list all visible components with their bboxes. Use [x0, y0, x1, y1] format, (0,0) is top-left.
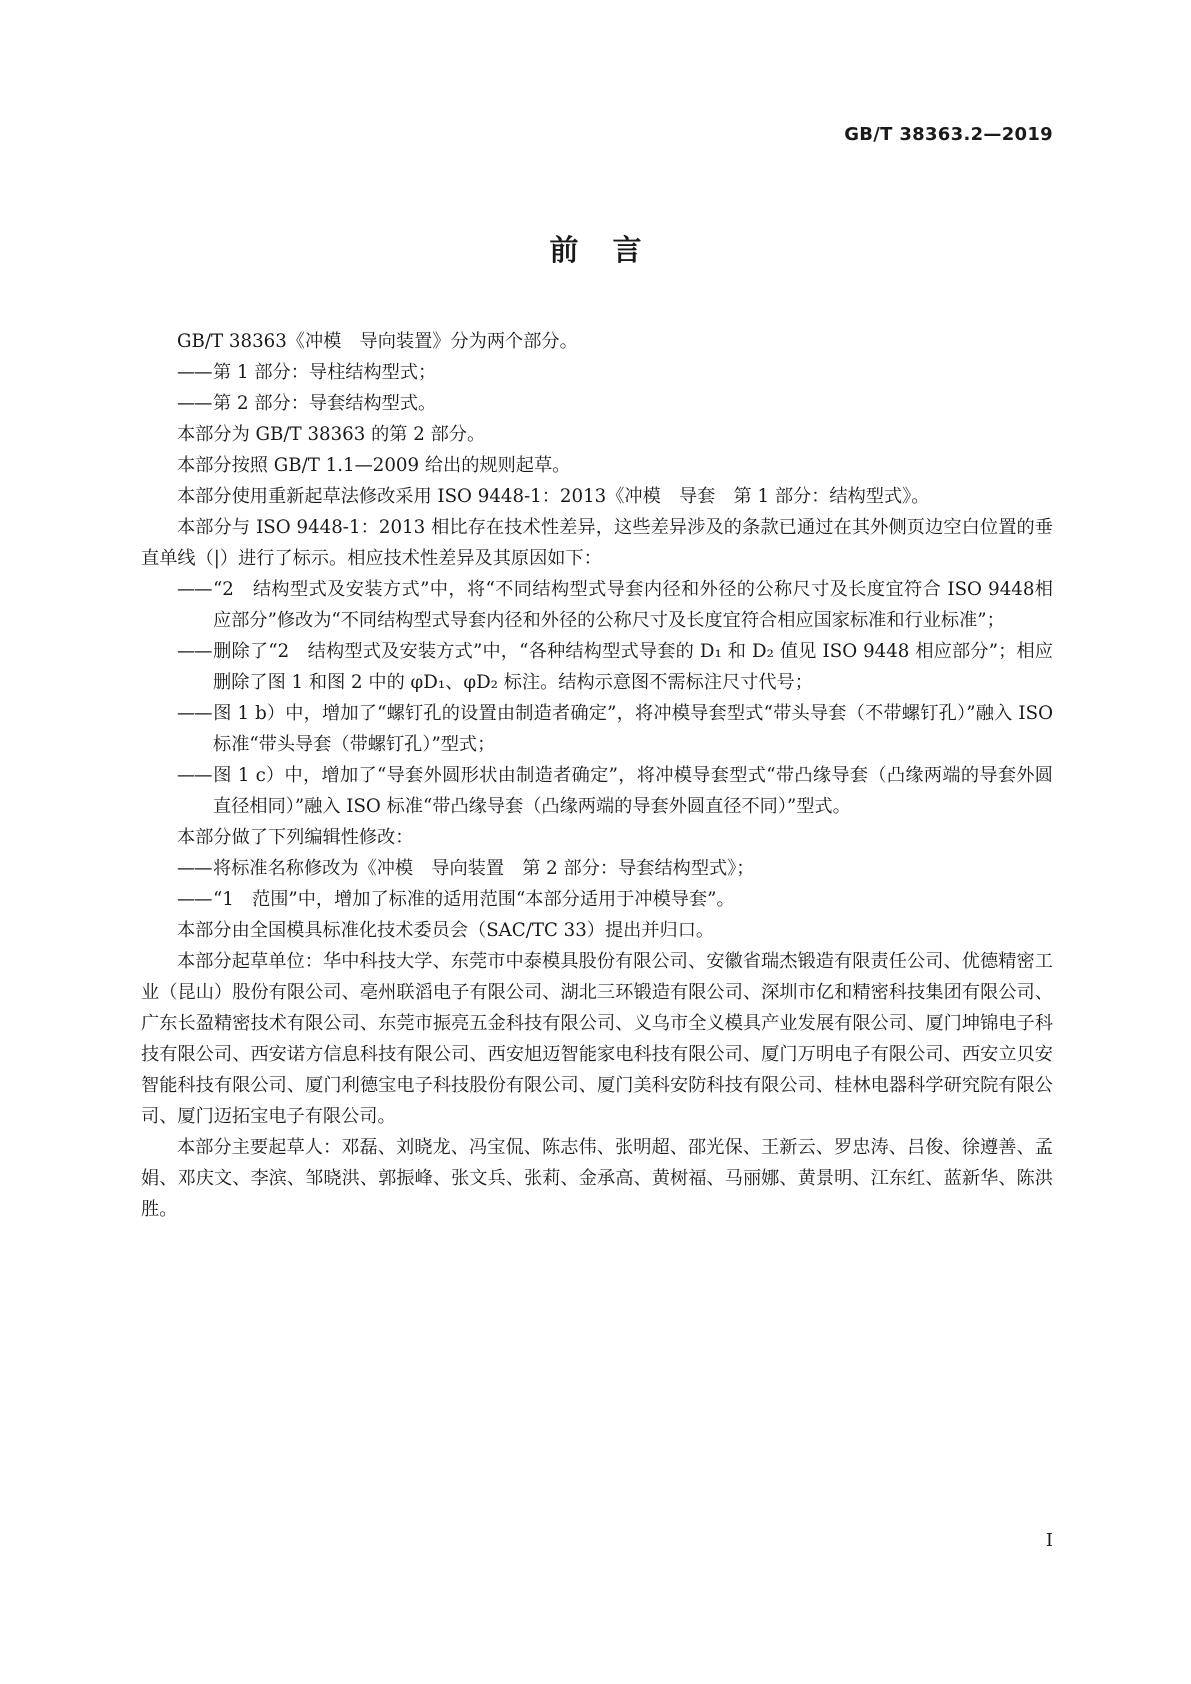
list-item-text: “1 范围”中，增加了标准的适用范围“本部分适用于冲模导套”。 — [213, 889, 735, 910]
paragraph: 本部分为 GB/T 38363 的第 2 部分。 — [177, 424, 486, 445]
list-item — [141, 884, 1053, 915]
page-title: 前言 — [549, 233, 676, 267]
list-item — [141, 760, 1053, 822]
paragraph: 本部分由全国模具标准化技术委员会（SAC/TC 33）提出并归口。 — [177, 920, 715, 941]
list-item-text: 删除了“2 结构型式及安装方式”中，“各种结构型式导套的 D₁ 和 D₂ 值见 ISO 9448 相应部分”；相应删除了图 1 和图 2 中的 φD₁、φD₂ 标注。结构示意图不需标注尺寸代号； — [213, 641, 1053, 693]
list-item — [141, 698, 1053, 760]
standard-code: GB/T 38363.2—2019 — [844, 124, 1053, 145]
list-item — [141, 636, 1053, 698]
list-item-text: 第 2 部分：导套结构型式。 — [213, 393, 437, 414]
list-item-text: 图 1 c）中，增加了“导套外圆形状由制造者确定”，将冲模导套型式“带凸缘导套（凸缘两端的导套外圆直径相同）”融入 ISO 标准“带凸缘导套（凸缘两端的导套外圆直径不同）”型式。 — [213, 765, 1053, 817]
list-dash: —— — [177, 858, 212, 879]
foreword-body — [141, 326, 1053, 1225]
list-item-text: 将标准名称修改为《冲模 导向装置 第 2 部分：导套结构型式》； — [213, 858, 755, 879]
list-dash: —— — [177, 362, 212, 383]
list-dash: —— — [177, 703, 212, 724]
list-item — [141, 388, 1053, 419]
paragraph: 本部分主要起草人：邓磊、刘晓龙、冯宝侃、陈志伟、张明超、邵光保、王新云、罗忠涛、吕俊、徐遵善、孟娟、邓庆文、李滨、邹晓洪、郭振峰、张文兵、张莉、金承高、黄树福、马丽娜、黄景明、江东红、蓝新华、陈洪胜。 — [141, 1137, 1053, 1220]
list-item — [141, 853, 1053, 884]
list-item — [141, 357, 1053, 388]
paragraph: 本部分按照 GB/T 1.1—2009 给出的规则起草。 — [177, 455, 571, 476]
list-dash: —— — [177, 641, 212, 662]
paragraph: 本部分起草单位：华中科技大学、东莞市中泰模具股份有限公司、安徽省瑞杰锻造有限责任公司、优德精密工业（昆山）股份有限公司、亳州联滔电子有限公司、湖北三环锻造有限公司、深圳市亿和精密科技集团有限公司、广东长盈精密技术有限公司、东莞市振亮五金科技有限公司、义乌市全义模具产业发展有限公司、厦门坤锦电子科技有限公司、西安诺方信息科技有限公司、西安旭迈智能家电科技有限公司、厦门万明电子有限公司、西安立贝安智能科技有限公司、厦门利德宝电子科技股份有限公司、厦门美科安防科技有限公司、桂林电器科学研究院有限公司、厦门迈拓宝电子有限公司。 — [141, 951, 1053, 1127]
list-item-text: “2 结构型式及安装方式”中，将“不同结构型式导套内径和外径的公称尺寸及长度宜符合 ISO 9448相应部分”修改为“不同结构型式导套内径和外径的公称尺寸及长度宜符合相应国家标准和行业标准”； — [213, 579, 1053, 631]
list-dash: —— — [177, 889, 212, 910]
list-dash: —— — [177, 765, 212, 786]
page-number: I — [1045, 1530, 1053, 1551]
paragraph: 本部分做了下列编辑性修改： — [177, 827, 414, 848]
list-item-text: 图 1 b）中，增加了“螺钉孔的设置由制造者确定”，将冲模导套型式“带头导套（不带螺钉孔）”融入 ISO 标准“带头导套（带螺钉孔）”型式； — [213, 703, 1053, 755]
paragraph: 本部分使用重新起草法修改采用 ISO 9448-1：2013《冲模 导套 第 1 部分：结构型式》。 — [177, 486, 930, 507]
list-dash: —— — [177, 393, 212, 414]
list-item-text: 第 1 部分：导柱结构型式； — [213, 362, 437, 383]
list-item — [141, 574, 1053, 636]
list-dash: —— — [177, 579, 212, 600]
paragraph: 本部分与 ISO 9448-1：2013 相比存在技术性差异，这些差异涉及的条款已通过在其外侧页边空白位置的垂直单线（|）进行了标示。相应技术性差异及其原因如下： — [141, 517, 1053, 569]
paragraph: GB/T 38363《冲模 导向装置》分为两个部分。 — [177, 331, 578, 352]
